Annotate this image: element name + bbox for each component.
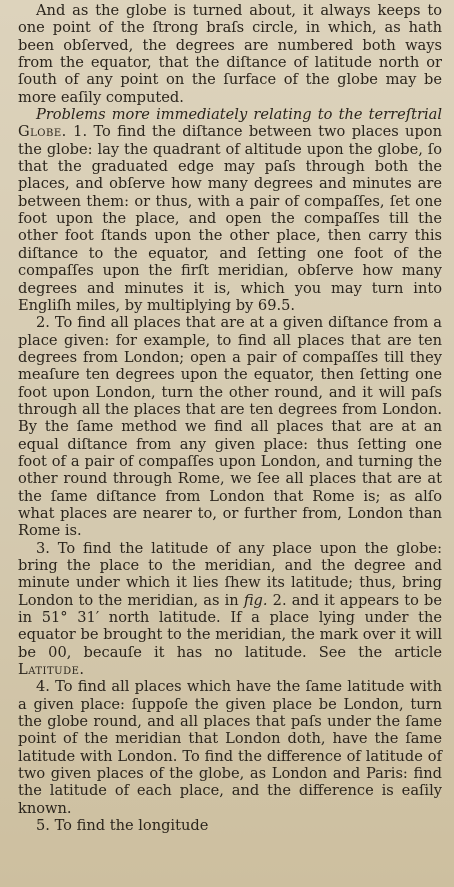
paragraph-problem-3 bbox=[18, 540, 442, 679]
article-reference-latitude: Latitude. bbox=[18, 661, 85, 679]
page-text bbox=[18, 2, 442, 835]
paragraph-problem-5-partial: 5. To find the longitude bbox=[36, 817, 209, 835]
problem-1-text: 1. To find the diſtance between two places upon the globe: lay the quadrant of altitude upon the globe, ſo that the graduated edge may paſs through both the places, and obſerve how many degrees and minutes are between them: or thus, with a pair of compaſſes, ſet one foot upon the place, and open the compaſſes till the other foot ſtands upon the other place, then carry this diſtance to the equator, and ſetting one foot of the compaſſes upon the firſt meridian, obſerve how many degrees and minutes it is, which you may turn into Engliſh miles, by multiplying by 69.5. bbox=[18, 123, 442, 314]
paragraph-problem-2: 2. To find all places that are at a given diſtance from a place given: for example, to find all places that are ten degrees from London; open a pair of compaſſes till they meaſure ten degrees upon the equator, then ſetting one foot upon London, turn the other round, and it will paſs through all the places that are ten degrees from London. By the ſame method we find all places that are at an equal diſtance from any given place: thus ſetting one foot of a pair of compaſſes upon London, and turning the other round through Rome, we ſee all places that are at the ſame diſtance from London that Rome is; as alſo what places are nearer to, or further from, London than Rome is. bbox=[18, 314, 442, 540]
paragraph-problem-1 bbox=[18, 106, 442, 314]
figure-reference: fig. bbox=[243, 591, 268, 609]
paragraph-problem-4: 4. To find all places which have the ſame latitude with a given place: ſuppoſe the given place be London, turn the globe round, and all places that paſs under the ſame point of the meridian that London doth, have the ſame latitude with London. To find the difference of latitude of two given places of the globe, as London and Paris: find the latitude of each place, and the difference is eaſily known. bbox=[18, 678, 442, 817]
paragraph-globe-circle: And as the globe is turned about, it always keeps to one point of the ſtrong braſs circle, in which, as hath been obſerved, the degrees are numbered both ways from the equator, that the diſtance of latitude north or ſouth of any point on the ſurface of the globe may be more eaſily computed. bbox=[18, 2, 442, 106]
problem-3-text-b: 2. and it appears to be in 51° 31′ north latitude. If a place lying under the equator be brought to the meridian, the mark over it will be 00, becauſe it has no latitude. See the article bbox=[18, 591, 442, 661]
problem-3-text-a: 3. To find the latitude of any place upon the globe: bring the place to the meridian, and the degree and minute under which it lies ſhew its latitude; thus, bring London to the meridian, as in bbox=[18, 539, 442, 609]
section-heading: Problems more immediately relating to the terreſtrial bbox=[36, 106, 442, 124]
section-heading-globe: Globe. bbox=[18, 123, 67, 141]
